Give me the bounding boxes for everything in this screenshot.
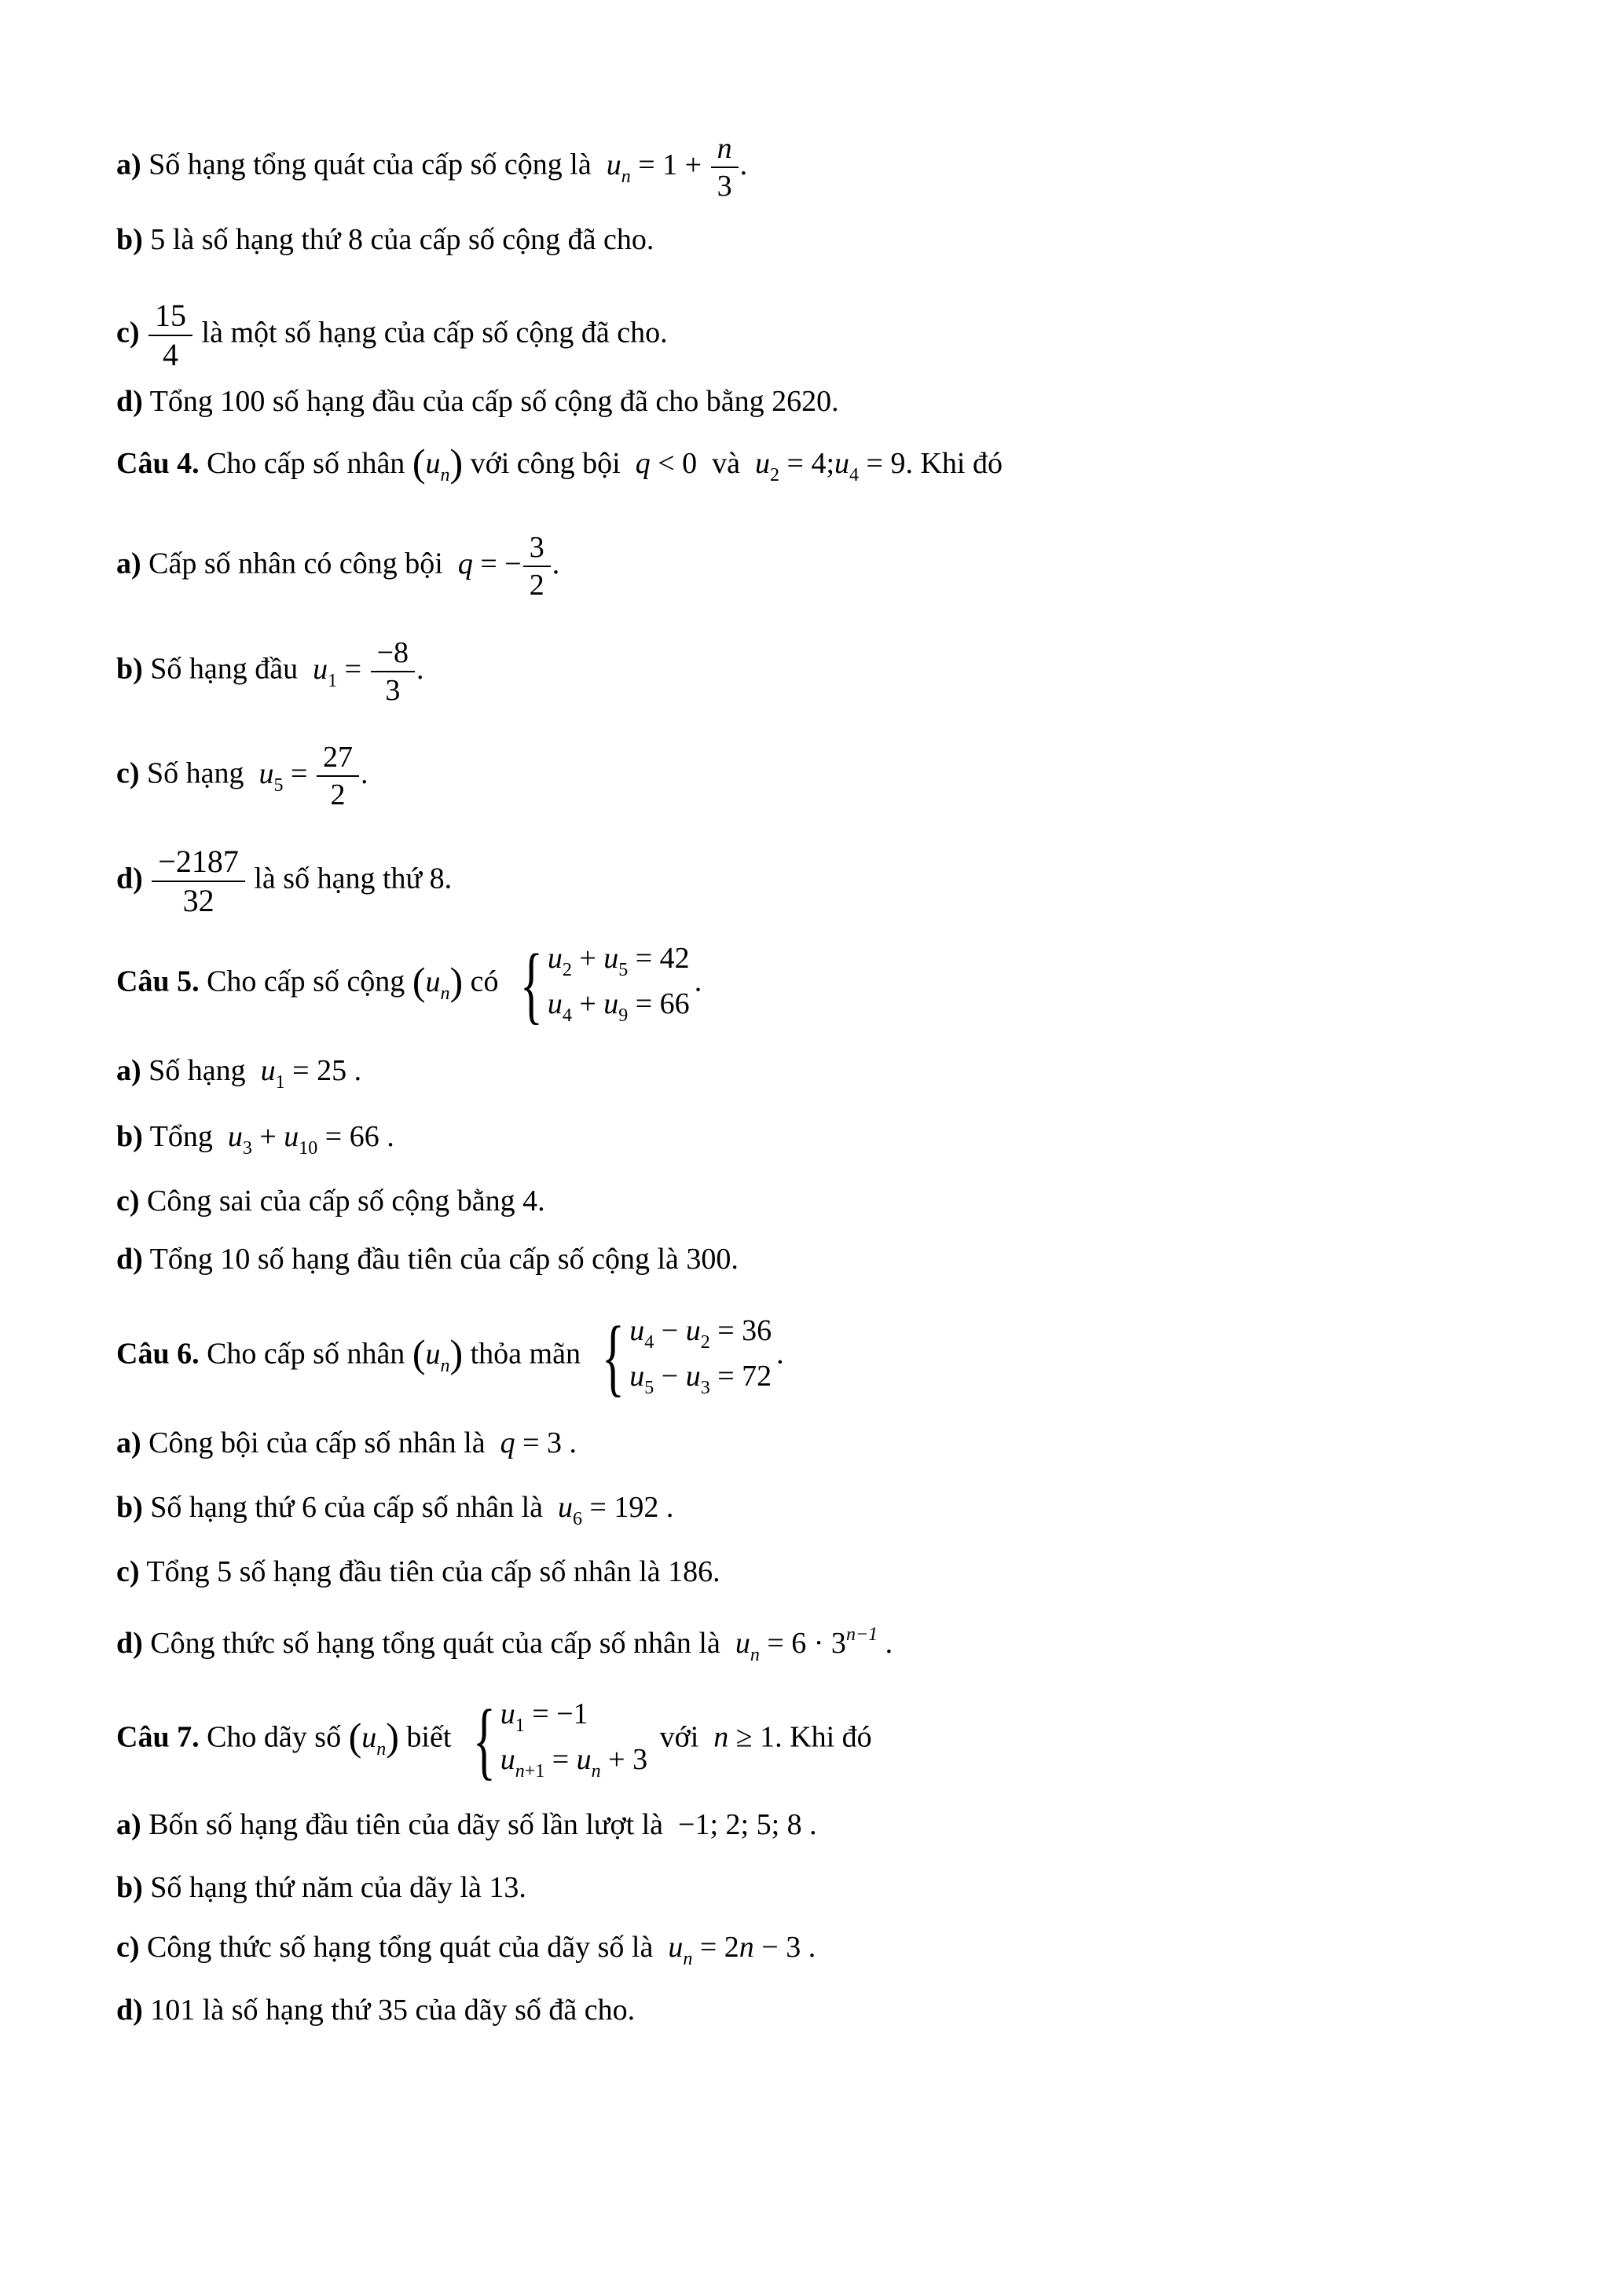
item-label: d) <box>116 1994 143 2027</box>
item-3b <box>116 222 654 258</box>
item-label: b) <box>116 223 143 256</box>
question-text: Cho dãy số <box>207 1720 342 1754</box>
item-5b: b) Tổng $u_3 + u_{10} = 66$ . <box>116 1120 394 1159</box>
fraction: $\frac{15}{4}$ <box>152 300 189 371</box>
item-label: a) <box>116 1426 141 1459</box>
item-7b <box>116 1869 526 1906</box>
item-text: 5 là số hạng thứ 8 của cấp số cộng đã cho. <box>150 223 654 256</box>
formula: $u_n = 1$ + $\frac{n}{3}$ . <box>606 132 748 203</box>
question-6: Câu 6. Cho cấp số nhân $(u_n)$ thỏa mãn { $u_4 - u_2 = 36$ $u_5 - u_3 = 72$ . <box>116 1309 784 1404</box>
item-3a <box>116 134 747 201</box>
fraction: $\frac{-2187}{32}$ <box>155 846 242 917</box>
equation-system: { $u_1 = -1$ $u_{n+1} = u_n + 3$ <box>472 1692 648 1788</box>
item-label: a) <box>116 148 141 181</box>
item-text: Số hạng tổng quát của cấp số cộng là <box>148 148 592 181</box>
item-label: d) <box>116 1243 143 1276</box>
item-text: Số hạng đầu <box>150 652 299 686</box>
item-label: d) <box>116 385 143 418</box>
item-label: c) <box>116 1185 140 1218</box>
item-label: c) <box>116 1931 140 1964</box>
item-4d <box>116 846 452 917</box>
item-text: Tổng 100 số hạng đầu của cấp số cộng đã cho bằng 2620. <box>149 385 839 418</box>
item-5c <box>116 1183 545 1219</box>
item-label: a) <box>116 1054 141 1087</box>
item-6d: d) Công thức số hạng tổng quát của cấp số nhân là $u_n = 6 \cdot 3^{n-1}$ . <box>116 1624 893 1665</box>
item-7a: a) Bốn số hạng đầu tiên của dãy số lần lượt là −1; 2; 5; 8 . <box>116 1808 817 1841</box>
item-label: c) <box>116 756 140 790</box>
item-5d <box>116 1241 739 1277</box>
equation-system: { $u_2 + u_5 = 42$ $u_4 + u_9 = 66$ <box>519 936 690 1032</box>
item-label: a) <box>116 547 141 580</box>
item-label: b) <box>116 652 143 686</box>
equation-system: { $u_4 - u_2 = 36$ $u_5 - u_3 = 72$ <box>602 1309 772 1404</box>
item-label: c) <box>116 1555 140 1588</box>
item-text: là một số hạng của cấp số cộng đã cho. <box>201 316 668 350</box>
item-text: Tổng <box>149 1120 213 1153</box>
item-text: Cấp số nhân có công bội <box>148 547 443 580</box>
question-label: Câu 4. <box>116 447 200 480</box>
item-7c: c) Công thức số hạng tổng quát của dãy số là $u_n = 2n - 3$ . <box>116 1931 816 1969</box>
item-6c <box>116 1554 720 1590</box>
item-text: Công sai của cấp số cộng bằng 4. <box>147 1185 545 1218</box>
item-label: d) <box>116 1627 143 1660</box>
item-4b: b) Số hạng đầu $u_1$ = $\frac{-8}{3}$ . <box>116 636 424 707</box>
item-text: 101 là số hạng thứ 35 của dãy số đã cho. <box>150 1994 636 2027</box>
item-3c <box>116 300 668 371</box>
question-text: Cho cấp số nhân <box>207 447 405 480</box>
item-text: Số hạng <box>148 1054 246 1087</box>
item-label: b) <box>116 1871 143 1904</box>
item-text: Số hạng thứ năm của dãy là 13. <box>150 1871 526 1904</box>
item-text: Bốn số hạng đầu tiên của dãy số lần lượt là <box>148 1808 664 1841</box>
item-7d <box>116 1992 635 2028</box>
question-label: Câu 6. <box>116 1337 200 1371</box>
question-7: Câu 7. Cho dãy số $(u_n)$ biết { $u_1 = -1$ $u_{n+1} = u_n + 3$ với n ≥ 1. Khi đó <box>116 1692 872 1788</box>
item-text: Tổng 10 số hạng đầu tiên của cấp số cộng là 300. <box>149 1243 739 1276</box>
item-label: a) <box>116 1808 141 1841</box>
question-text: Cho cấp số cộng <box>207 965 405 998</box>
item-label: b) <box>116 1120 143 1153</box>
item-text: là số hạng thứ 8. <box>254 862 453 895</box>
item-5a: a) Số hạng $u_1 = 25$ . <box>116 1054 362 1093</box>
item-text: Số hạng thứ 6 của cấp số nhân là <box>150 1491 543 1524</box>
item-text: Công thức số hạng tổng quát của dãy số là <box>147 1931 654 1964</box>
item-3d <box>116 383 839 419</box>
item-label: d) <box>116 862 143 895</box>
item-text: Công thức số hạng tổng quát của cấp số nhân là <box>150 1627 720 1660</box>
question-5: Câu 5. Cho cấp số cộng $(u_n)$ có { $u_2 + u_5 = 42$ $u_4 + u_9 = 66$ . <box>116 936 702 1032</box>
item-text: Tổng 5 số hạng đầu tiên của cấp số nhân là 186. <box>146 1555 720 1588</box>
item-text: Số hạng <box>147 756 244 790</box>
question-label: Câu 5. <box>116 965 200 998</box>
item-text: Công bội của cấp số nhân là <box>148 1426 486 1459</box>
item-6b: b) Số hạng thứ 6 của cấp số nhân là $u_6 = 192$ . <box>116 1491 674 1529</box>
item-label: c) <box>116 316 140 350</box>
question-4: Câu 4. Cho cấp số nhân $(u_n)$ với công bội q < 0 và $u_2$ = $4;u_4 = 9$. Khi đó <box>116 441 1003 485</box>
item-label: b) <box>116 1491 143 1524</box>
item-4c: c) Số hạng $u_5$ = $\frac{27}{2}$ . <box>116 741 368 811</box>
question-label: Câu 7. <box>116 1720 200 1754</box>
item-4a: a) Cấp số nhân có công bội q = − $\frac{3}{2}$ . <box>116 531 560 602</box>
question-text: Cho cấp số nhân <box>207 1337 405 1371</box>
item-6a: a) Công bội của cấp số nhân là q = 3 . <box>116 1426 577 1459</box>
